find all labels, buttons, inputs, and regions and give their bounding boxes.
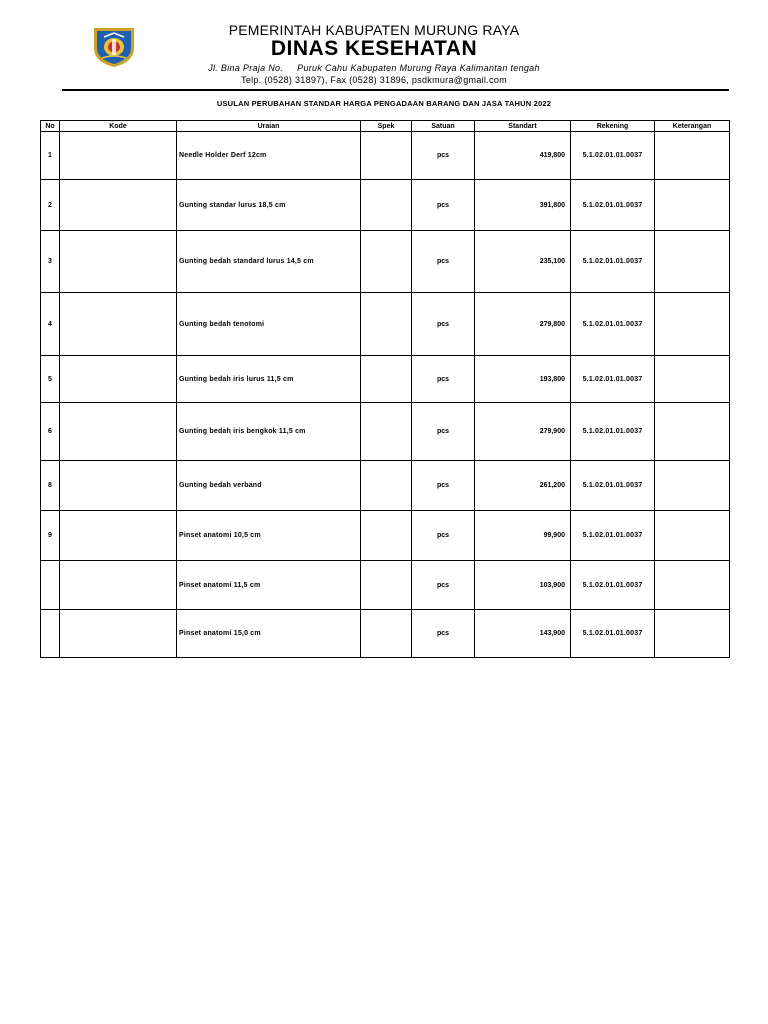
cell-kode (60, 180, 177, 231)
cell-spek (361, 231, 412, 293)
cell-spek (361, 461, 412, 511)
cell-no: 4 (41, 293, 60, 356)
cell-satuan: pcs (412, 231, 475, 293)
cell-no (41, 610, 60, 658)
cell-kode (60, 461, 177, 511)
cell-no: 2 (41, 180, 60, 231)
cell-rekening: 5.1.02.01.01.0037 (571, 403, 655, 461)
cell-keterangan (655, 293, 730, 356)
table-row (41, 231, 730, 293)
org-name-line1: PEMERINTAH KABUPATEN MURUNG RAYA (228, 22, 520, 38)
cell-no: 6 (41, 403, 60, 461)
table-row (41, 180, 730, 231)
table-row (41, 356, 730, 403)
cell-kode (60, 403, 177, 461)
table-row (41, 461, 730, 511)
cell-keterangan (655, 180, 730, 231)
cell-rekening: 5.1.02.01.01.0037 (571, 356, 655, 403)
cell-spek (361, 511, 412, 561)
cell-standart: 419,800 (475, 132, 571, 180)
cell-uraian: Pinset anatomi 15,0 cm (177, 610, 361, 658)
cell-no (41, 561, 60, 610)
cell-uraian: Gunting bedah tenotomi (177, 293, 361, 356)
table-header-row (41, 121, 730, 132)
cell-no: 1 (41, 132, 60, 180)
cell-satuan: pcs (412, 132, 475, 180)
cell-rekening: 5.1.02.01.01.0037 (571, 180, 655, 231)
cell-standart: 279,900 (475, 403, 571, 461)
cell-satuan: pcs (412, 403, 475, 461)
cell-no: 3 (41, 231, 60, 293)
header-divider (62, 89, 729, 91)
table-row (41, 132, 730, 180)
cell-standart: 99,900 (475, 511, 571, 561)
cell-keterangan (655, 403, 730, 461)
cell-uraian: Gunting bedah standard lurus 14,5 cm (177, 231, 361, 293)
cell-standart: 103,900 (475, 561, 571, 610)
cell-kode (60, 293, 177, 356)
document-title: USULAN PERUBAHAN STANDAR HARGA PENGADAAN BARANG DAN JASA TAHUN 2022 (216, 99, 552, 108)
cell-keterangan (655, 132, 730, 180)
cell-uraian: Pinset anatomi 10,5 cm (177, 511, 361, 561)
col-header-spek: Spek (361, 121, 412, 132)
cell-satuan: pcs (412, 180, 475, 231)
cell-rekening: 5.1.02.01.01.0037 (571, 561, 655, 610)
cell-standart: 279,800 (475, 293, 571, 356)
cell-satuan: pcs (412, 461, 475, 511)
cell-kode (60, 511, 177, 561)
col-header-no: No (41, 121, 60, 132)
cell-rekening: 5.1.02.01.01.0037 (571, 511, 655, 561)
cell-keterangan (655, 231, 730, 293)
cell-keterangan (655, 610, 730, 658)
cell-uraian: Gunting bedah verband (177, 461, 361, 511)
cell-spek (361, 132, 412, 180)
cell-rekening: 5.1.02.01.01.0037 (571, 293, 655, 356)
cell-kode (60, 132, 177, 180)
cell-satuan: pcs (412, 561, 475, 610)
cell-uraian: Gunting bedah iris lurus 11,5 cm (177, 356, 361, 403)
cell-rekening: 5.1.02.01.01.0037 (571, 610, 655, 658)
cell-spek (361, 403, 412, 461)
cell-rekening: 5.1.02.01.01.0037 (571, 132, 655, 180)
col-header-keterangan: Keterangan (655, 121, 730, 132)
cell-kode (60, 356, 177, 403)
col-header-uraian: Uraian (177, 121, 361, 132)
col-header-kode: Kode (60, 121, 177, 132)
cell-kode (60, 231, 177, 293)
cell-standart: 193,800 (475, 356, 571, 403)
table-row (41, 293, 730, 356)
org-name-line2: DINAS KESEHATAN (270, 37, 478, 60)
cell-keterangan (655, 561, 730, 610)
cell-rekening: 5.1.02.01.01.0037 (571, 231, 655, 293)
cell-standart: 261,200 (475, 461, 571, 511)
cell-keterangan (655, 511, 730, 561)
cell-no: 8 (41, 461, 60, 511)
cell-spek (361, 356, 412, 403)
cell-kode (60, 610, 177, 658)
cell-uraian: Gunting standar lurus 18,5 cm (177, 180, 361, 231)
col-header-satuan: Satuan (412, 121, 475, 132)
cell-no: 5 (41, 356, 60, 403)
cell-satuan: pcs (412, 610, 475, 658)
table-row (41, 403, 730, 461)
cell-kode (60, 561, 177, 610)
table-row (41, 561, 730, 610)
cell-keterangan (655, 356, 730, 403)
cell-spek (361, 610, 412, 658)
cell-satuan: pcs (412, 293, 475, 356)
col-header-standart: Standart (475, 121, 571, 132)
cell-spek (361, 561, 412, 610)
col-header-rekening: Rekening (571, 121, 655, 132)
cell-spek (361, 293, 412, 356)
cell-keterangan (655, 461, 730, 511)
cell-spek (361, 180, 412, 231)
cell-uraian: Gunting bedah iris bengkok 11,5 cm (177, 403, 361, 461)
table-row (41, 511, 730, 561)
cell-satuan: pcs (412, 356, 475, 403)
regency-crest-icon (90, 24, 138, 68)
cell-standart: 143,900 (475, 610, 571, 658)
cell-uraian: Needle Holder Derf 12cm (177, 132, 361, 180)
cell-rekening: 5.1.02.01.01.0037 (571, 461, 655, 511)
table-row (41, 610, 730, 658)
cell-standart: 235,100 (475, 231, 571, 293)
cell-standart: 391,800 (475, 180, 571, 231)
cell-uraian: Pinset anatomi 11,5 cm (177, 561, 361, 610)
address-line1: Jl. Bina Praja No. Puruk Cahu Kabupaten Murung Raya Kalimantan tengah (208, 63, 540, 73)
cell-satuan: pcs (412, 511, 475, 561)
cell-no: 9 (41, 511, 60, 561)
address-line2: Telp. (0528) 31897), Fax (0528) 31896, psdkmura@gmail.com (241, 75, 507, 85)
price-table (40, 120, 730, 658)
